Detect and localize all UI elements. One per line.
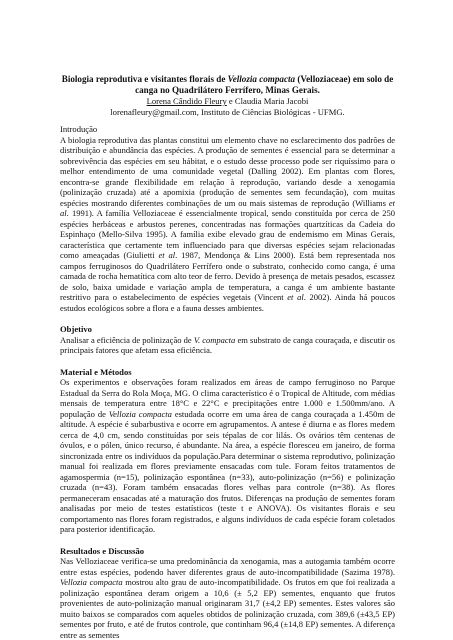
objective-heading: Objetivo	[60, 324, 92, 334]
results-heading: Resultados e Discussão	[60, 545, 145, 556]
results-paragraph: Nas Velloziaceae verifica-se uma predominância da xenogamia, mas a autogamia também ocorre entre estas espécies, podendo haver diferentes graus de auto-incompatibilidade (Sazima 1978). Vellozia compacta mostrou alto grau de auto-incompatibilidade. Os frutos em que foi realizada a polinização espontânea deram origem a 10,6 (± 5,2 EP) sementes, enquanto que frutos provenientes de auto-polinização manual originaram 31,7 (±4,2 EP) sementes. Estes valores são muito baixos se comparados com aqueles obtidos de polinização cruzada, com 389,6 (±43,5 EP) sementes por fruto, e até de frutos controle, que continham 96,4 (±14,8 EP) sementes. A diferença entre as sementes	[60, 556, 395, 640]
title-text-1: Biologia reprodutiva e visitantes florais de	[61, 74, 228, 84]
first-author: Lorena Cândido Fleury	[146, 96, 227, 106]
methods-paragraph: Os experimentos e observações foram realizados em áreas de campo ferruginoso no Parque Estadual da Serra do Rola Moça, MG. O clima característico é o Tropical de Altitude, com médias mensais de temperatura entre 18°C e 22°C e precipitações entre 1.000 e 1.500mm/ano. A população de Vellozia compacta estudada ocorre em uma área de canga couraçada a 1.450m de altitude. A espécie é subarbustiva e ocorre em agrupamentos. A antese é diurna e as flores medem cerca de 4,0 cm, sendo constituídas por seis tépalas de cor lilás. Os ovários têm centenas de óvulos, e o pólen, único recurso, é abundante. Na área, a espécie floresceu em janeiro, de forma sincronizada entre os indivíduos da população.Para determinar o sistema reprodutivo, polinização manual foi realizada em flores previamente ensacadas com tule. Foram feitos tratamentos de agamospermia (n=15), polinização espontânea (n=33), auto-polinização (n=56) e polinização cruzada (n=43). Foram também ensacadas flores velhas para controle (n=38). As flores permaneceram ensacadas até a maturação dos frutos. Diferenças na produção de sementes foram analisadas por meio de testes estatísticos (teste t e ANOVA). Os visitantes florais e seu comportamento nas flores foram registrados, e alguns indivíduos de cada espécie foram coletados para posterior identificação.	[60, 377, 395, 534]
title-species: Vellozia compacta	[227, 74, 296, 84]
authors-line	[60, 96, 395, 107]
intro-heading: Introdução	[60, 124, 98, 134]
document-title	[60, 74, 395, 96]
other-authors: e Claudia Maria Jacobi	[226, 96, 309, 106]
title-text-2: (Velloziaceae) em solo de canga no Quadrilátero Ferrífero, Minas Gerais.	[135, 74, 394, 95]
affiliation-line: lorenafleury@gmail.com, Instituto de Ciências Biológicas - UFMG.	[110, 106, 345, 117]
document-page	[60, 74, 395, 640]
objective-paragraph: Analisar a eficiência de polinização de V. compacta em substrato de canga couraçada, e discutir os principais fatores que afetam essa eficiência.	[60, 334, 395, 355]
methods-heading: Material e Métodos	[60, 366, 132, 377]
intro-paragraph: A biologia reprodutiva das plantas constitui um elemento chave no esclarecimento dos padrões de distribuição e abundância das espécies. A produção de sementes é essencial para se determinar a sobrevivência das espécies em seu hábitat, e o estudo desse processo pode ser riquíssimo para o melhor entendimento de uma comunidade vegetal (Dalling 2002). Em plantas com flores, encontra-se grande flexibilidade em relação à reprodução, variando desde a xenogamia (polinização cruzada) até a apomixia (produção de sementes sem fecundação), com muitas espécies mostrando diferentes combinações de um ou mais sistemas de reprodução (Williams et al. 1991). A família Velloziaceae é essencialmente tropical, sendo constituída por cerca de 250 espécies herbáceas e arbustos perenes, concentradas nas formações quartzíticas da Cadeia do Espinhaço (Mello-Silva 1995). A família exibe elevado grau de endemismo em Minas Gerais, característica que certamente tem influenciado para que diversas espécies sejam relacionadas como ameaçadas (Giulietti et al. 1987, Mendonça & Lins 2000). Está bem representada nos campos ferruginosos do Quadrilátero Ferrífero onde o substrato, conhecido como canga, é uma camada de rocha hematítica com alto teor de ferro. Devido à presença de metais pesados, escassez de solo, baixa umidade e variação ampla de temperatura, a canga é um ambiente bastante restritivo para o estabelecimento de espécies vegetais (Vincent et al. 2002). Ainda há poucos estudos ecológicos sobre a flora e a fauna desses ambientes.	[60, 134, 396, 313]
